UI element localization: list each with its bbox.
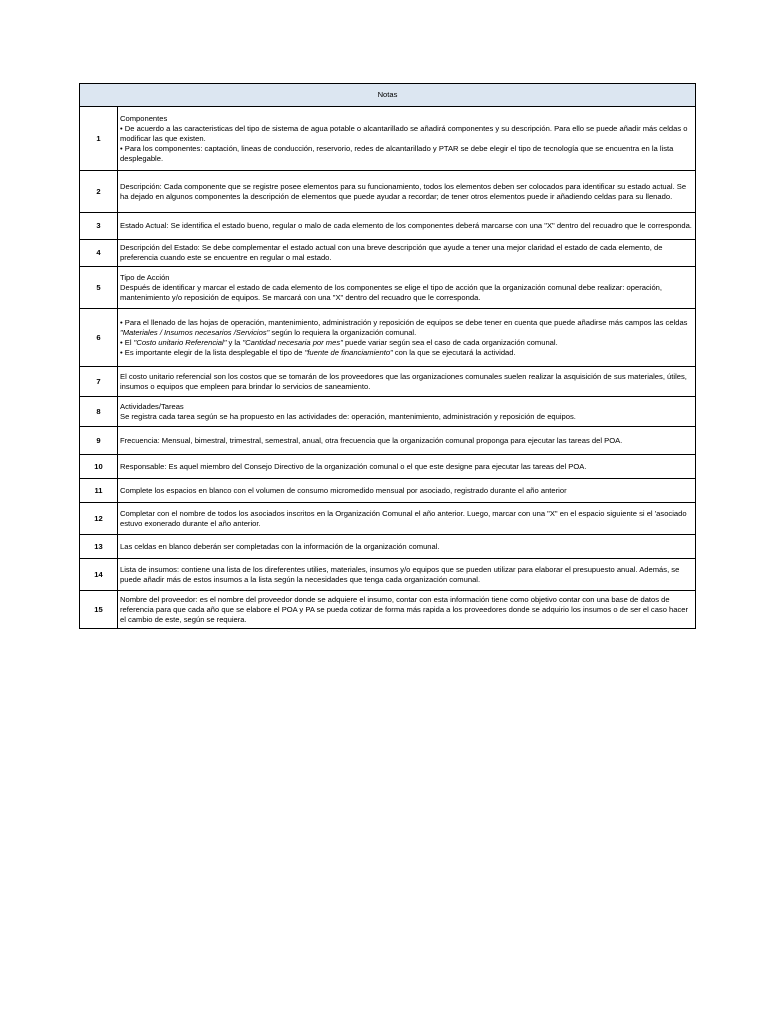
note-text xyxy=(118,309,696,367)
note-line: Actividades/Tareas xyxy=(120,401,184,411)
note-line: Las celdas en blanco deberán ser completadas con la información de la organización comunal. xyxy=(120,541,440,551)
row-number: 10 xyxy=(80,455,118,479)
note-line: Nombre del proveedor: es el nombre del proveedor donde se adquiere el insumo, contar con esta información tiene como objetivo contar con una base de datos de referencia para que cada año que se elabore el POA y PA se pueda cotizar de forma más rapida a los proveedores donde se adquirio los insumos o de ser el caso hacer el cambio de este, según se requiera. xyxy=(120,594,689,624)
note-line: Se registra cada tarea según se ha propuesto en las actividades de: operación, mantenimiento, administración y reposición de equipos. xyxy=(120,411,576,421)
table-header-row xyxy=(80,84,696,107)
note-text-italic: "Materiales / Insumos necesarios /Servicios" xyxy=(120,327,270,337)
row-number: 1 xyxy=(80,107,118,171)
note-line: Componentes xyxy=(120,113,168,123)
note-text xyxy=(118,535,696,559)
note-line: Después de identificar y marcar el estado de cada elemento de los componentes se elige el tipo de acción que la organización comunal debe realizar: operación, mantenimiento y/o reposición de equipos. Se marcará con una "X" dentro del recuadro que le corresponda. xyxy=(120,282,663,302)
note-text xyxy=(118,559,696,591)
row-number: 9 xyxy=(80,427,118,455)
note-text xyxy=(118,171,696,213)
row-number: 12 xyxy=(80,503,118,535)
note-line: Completar con el nombre de todos los asociados inscritos en la Organización Comunal el año anterior. Luego, marcar con una "X" en el espacio siguiente si el 'asociado estuvo exonerado durante el año anterior. xyxy=(120,508,687,528)
table-row xyxy=(80,107,696,171)
note-line: Lista de insumos: contiene una lista de los direferentes utilies, materiales, insumos y/o equipos que se pueden utilizar para elaborar el presupuesto anual. Además, se puede añadir más de estos insumos a la lista según la necesidades que tenga cada organización comunal. xyxy=(120,564,680,584)
note-line: Estado Actual: Se identifica el estado bueno, regular o malo de cada elemento de los componentes deberá marcarse con una "X" dentro del recuadro que le corresponda. xyxy=(120,221,692,230)
note-line: El costo unitario referencial son los costos que se tomarán de los proveedores que las organizaciones comunales suelen realizar la asquisición de sus materiales, útiles, insumos o equipos que empleen para brindar lo servicios de saneamiento. xyxy=(120,371,687,391)
note-text xyxy=(118,107,696,171)
row-number: 15 xyxy=(80,591,118,629)
note-line: • Para los componentes: captación, lineas de conducción, reservorio, redes de alcantarillado y PTAR se debe elegir el tipo de tecnología que se encuentra en la lista desplegable. xyxy=(120,143,674,163)
note-text xyxy=(118,427,696,455)
table-row xyxy=(80,427,696,455)
note-line: Responsable: Es aquel miembro del Consejo Directivo de la organización comunal o el que este designe para ejecutar las tareas del POA. xyxy=(120,461,587,471)
row-number: 2 xyxy=(80,171,118,213)
table-row xyxy=(80,171,696,213)
note-text xyxy=(118,591,696,629)
note-line: • De acuerdo a las caracteristicas del tipo de sistema de agua potable o alcantarillado se añadirá componentes y su descripción. Para ello se puede añadir más celdas o modificar las que existen. xyxy=(120,123,688,143)
note-text-part: y la xyxy=(226,337,243,347)
note-text xyxy=(118,455,696,479)
row-number: 11 xyxy=(80,479,118,503)
table-row xyxy=(80,503,696,535)
note-text-part: con la que se ejecutará la actividad. xyxy=(392,347,516,357)
row-number: 4 xyxy=(80,240,118,267)
notes-table xyxy=(79,83,696,629)
table-row xyxy=(80,591,696,629)
note-text xyxy=(118,397,696,427)
table-row xyxy=(80,309,696,367)
table-row xyxy=(80,479,696,503)
table-header-title: Notas xyxy=(80,84,696,107)
note-text xyxy=(118,367,696,397)
row-number: 8 xyxy=(80,397,118,427)
note-text-part: • Para el llenado de las hojas de operación, mantenimiento, administración y reposición de equipos se debe tener en cuenta que puede añadirse más campos las celdas xyxy=(120,317,688,327)
table-row xyxy=(80,367,696,397)
note-text-italic: "Costo unitario Referencial" xyxy=(133,337,227,347)
note-text-part: puede variar según sea el caso de cada organización comunal. xyxy=(342,337,558,347)
row-number: 14 xyxy=(80,559,118,591)
note-line: Descripción del Estado: Se debe complementar el estado actual con una breve descripción que ayude a tener una mejor claridad el estado de cada elemento, de preferencia cuando este se encuentre en regular o mal estado. xyxy=(120,243,663,262)
table-row xyxy=(80,397,696,427)
table-row xyxy=(80,240,696,267)
note-line: Complete los espacios en blanco con el volumen de consumo micromedido mensual por asociado, registrado durante el año anterior xyxy=(120,485,567,495)
note-text xyxy=(118,267,696,309)
table-row xyxy=(80,455,696,479)
table-row xyxy=(80,267,696,309)
note-text-part: según lo requiera la organización comunal. xyxy=(269,327,417,337)
note-text xyxy=(118,213,696,240)
note-line xyxy=(120,338,693,348)
note-text-italic: "Cantidad necesaria por mes" xyxy=(242,337,343,347)
note-text-part: • Es importante elegir de la lista desplegable el tipo de xyxy=(120,347,305,357)
note-line: Descripción: Cada componente que se registre posee elementos para su funcionamiento, todos los elementos deben ser colocados para identificar su estado actual. Se ha dejado en algunos componentes la descripción de elementos que puede ayudar a recordar; de tener otros elementos puede ir añadiendo celdas para su llenado. xyxy=(120,181,687,201)
note-text-italic: "fuente de financiamiento" xyxy=(304,347,393,357)
note-text xyxy=(118,240,696,267)
note-text xyxy=(118,479,696,503)
note-line: Tipo de Acción xyxy=(120,272,170,282)
note-line: Frecuencia: Mensual, bimestral, trimestral, semestral, anual, otra frecuencia que la organización comunal proponga para ejecutar las tareas del POA. xyxy=(120,435,623,445)
row-number: 5 xyxy=(80,267,118,309)
note-text-part: • El xyxy=(120,337,134,347)
note-text xyxy=(118,503,696,535)
table-row xyxy=(80,535,696,559)
note-line xyxy=(120,318,693,338)
table-row xyxy=(80,559,696,591)
table-row xyxy=(80,213,696,240)
note-line xyxy=(120,348,693,358)
row-number: 7 xyxy=(80,367,118,397)
row-number: 6 xyxy=(80,309,118,367)
row-number: 3 xyxy=(80,213,118,240)
row-number: 13 xyxy=(80,535,118,559)
